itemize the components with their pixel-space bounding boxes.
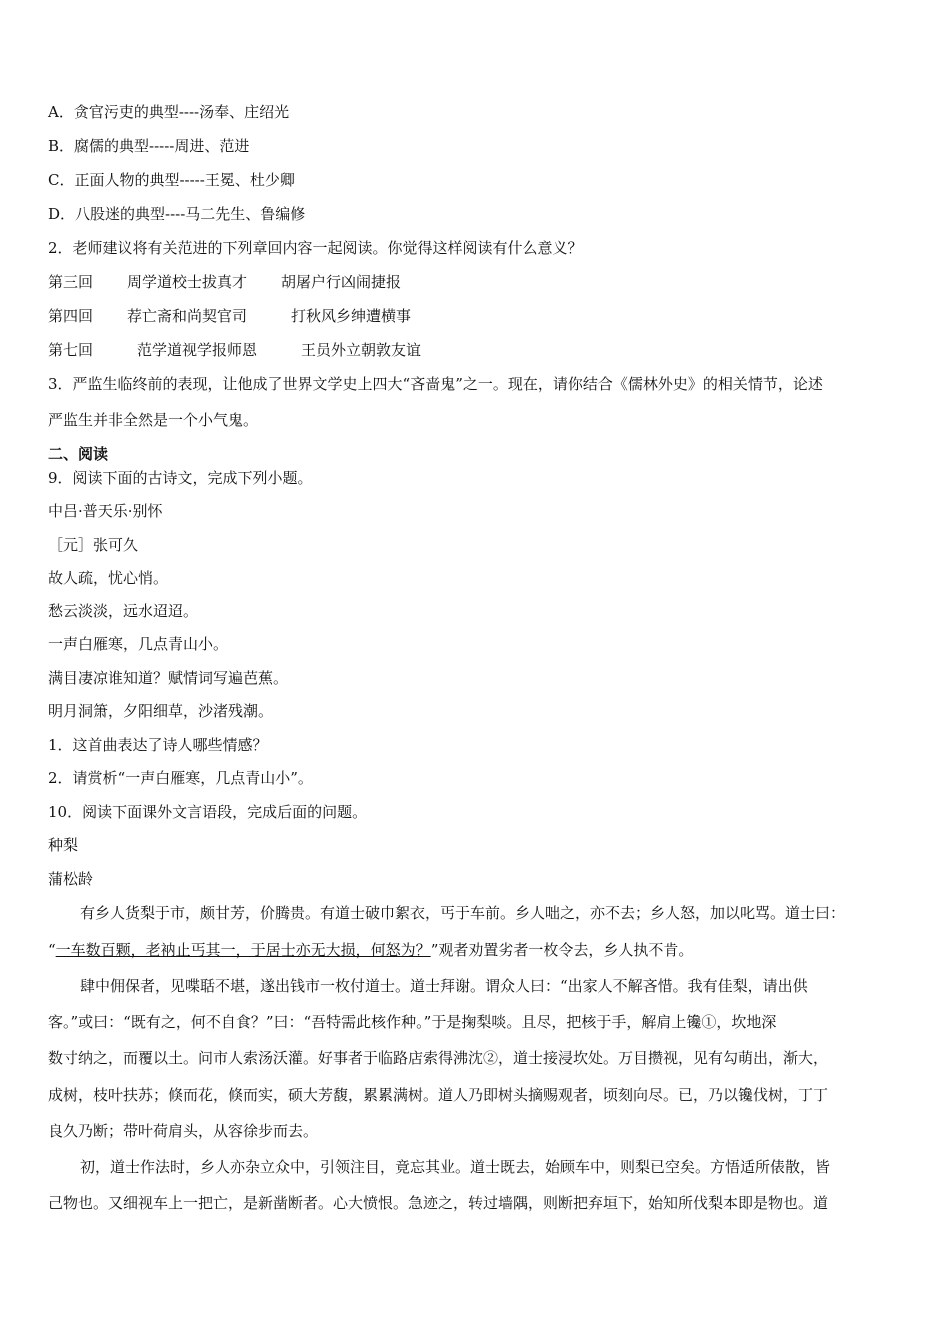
passage-line: 客。”或曰：“既有之，何不自食？”曰：“吾特需此核作种。”于是掬梨啖。且尽，把核于手，解肩上镵①，坎地深 [48,1013,777,1031]
option-c: C．正面人物的典型-----王冕、杜少卿 [48,171,295,189]
chapter-title-b: 胡屠户行凶闹捷报 [281,273,402,291]
chapter-number: 第七回 [48,341,94,359]
underlined-sentence: 一车数百颗，老衲止丐其一，于居士亦无大损，何怒为？ [55,941,431,959]
question-9-sub2: 2．请赏析“一声白雁寒，几点青山小”。 [48,769,313,787]
poem-line: 愁云淡淡，远水迢迢。 [48,602,199,620]
quote-mark: “ [48,941,56,959]
passage-line [48,940,693,960]
question-2: 2．老师建议将有关范进的下列章回内容一起阅读。你觉得这样阅读有什么意义？ [48,239,583,257]
option-b: B．腐儒的典型-----周进、范进 [48,137,250,155]
passage-line: 成树，枝叶扶苏；倏而花，倏而实，硕大芳馥，累累满树。道人乃即树头摘赐观者，顷刻向尽。已，乃以镵伐树，丁丁 [48,1086,829,1104]
passage-text: ”观者劝置劣者一枚令去，乡人执不肯。 [430,941,694,959]
chapter-number: 第三回 [48,273,94,291]
passage-line: 数寸纳之，而覆以土。问市人索汤沃灌。好事者于临路店索得沸沈②，道士接浸坎处。万目攒视，见有勾萌出，渐大， [48,1049,829,1067]
passage-line: 有乡人货梨于市，颇甘芳，价腾贵。有道士破巾絮衣，丐于车前。乡人咄之，亦不去；乡人怒，加以叱骂。道士曰： [80,904,846,922]
chapter-title-a: 荐亡斋和尚契官司 [127,307,248,325]
poem-line: 一声白雁寒，几点青山小。 [48,635,229,653]
section-heading: 二、阅读 [48,445,109,463]
question-3-line: 3．严监生临终前的表现，让他成了世界文学史上四大“吝啬鬼”之一。现在，请你结合《儒林外史》的相关情节，论述 [48,375,823,393]
question-9-sub1: 1．这首曲表达了诗人哪些情感？ [48,736,268,754]
passage-line: 己物也。又细视车上一把亡，是新凿断者。心大愤恨。急迹之，转过墙隅，则断把弃垣下，始知所伐梨本即是物也。道 [48,1194,829,1212]
passage-line: 良久乃断；带叶荷肩头，从容徐步而去。 [48,1122,319,1140]
chapter-title-a: 范学道视学报师恩 [137,341,258,359]
passage-title: 种梨 [48,836,79,854]
question-9-intro: 9．阅读下面的古诗文，完成下列小题。 [48,469,313,487]
option-a: A．贪官污吏的典型----汤奉、庄绍光 [48,103,290,121]
passage-line: 初，道士作法时，乡人亦杂立众中，引领注目，竟忘其业。道士既去，始顾车中，则梨已空矣。方悟适所俵散，皆 [80,1158,831,1176]
question-3-line: 严监生并非全然是一个小气鬼。 [48,411,259,429]
poem-title: 中吕·普天乐·别怀 [48,502,163,520]
chapter-title-b: 打秋风乡绅遭横事 [291,307,412,325]
poem-line: 故人疏，忧心悄。 [48,569,169,587]
chapter-number: 第四回 [48,307,94,325]
passage-line: 肆中佣保者，见喋聒不堪，遂出钱市一枚付道士。道士拜谢。谓众人曰：“出家人不解吝惜。我有佳梨，请出供 [80,977,808,995]
poem-line: 满目凄凉谁知道？赋情词写遍芭蕉。 [48,669,289,687]
poem-line: 明月洞箫，夕阳细草，沙渚残潮。 [48,702,274,720]
option-d: D．八股迷的典型----马二先生、鲁编修 [48,205,306,223]
poem-author: ［元］张可久 [48,536,139,554]
question-10-intro: 10．阅读下面课外文言语段，完成后面的问题。 [48,803,368,821]
chapter-title-a: 周学道校士拔真才 [127,273,248,291]
chapter-row [48,340,421,360]
passage-author: 蒲松龄 [48,870,94,888]
chapter-row [48,306,411,326]
chapter-title-b: 王员外立朝敦友谊 [301,341,422,359]
chapter-row [48,272,401,292]
